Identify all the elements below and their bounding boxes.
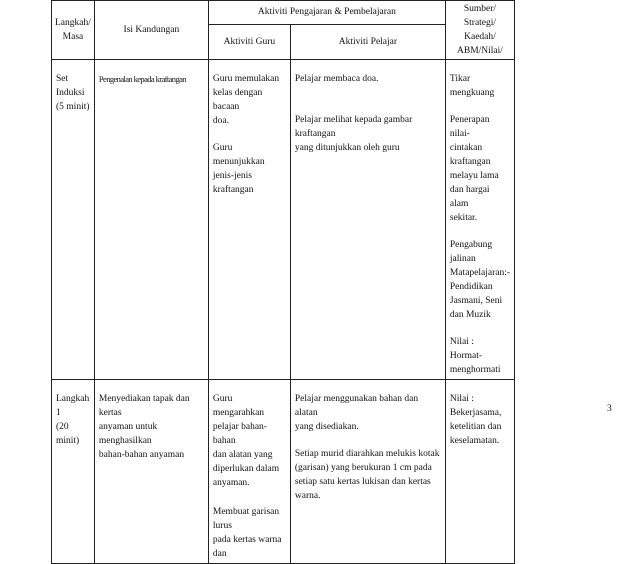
page-number: 3 — [607, 404, 612, 414]
guru-text-1: Guru mengarahkan pelajar bahan-bahan dan alatan yang diperlukan dalam anyaman. — [212, 394, 280, 488]
pelajar-text-1: Pelajar menggunakan bahan dan alatan yang disediakan. — [294, 394, 419, 432]
header-guru: Aktiviti Guru — [208, 24, 290, 59]
cell-sumber — [445, 380, 514, 564]
cell-guru — [208, 60, 290, 380]
cell-sumber — [445, 60, 514, 380]
header-sumber: Sumber/ Strategi/ Kaedah/ ABM/Nilai/ — [445, 1, 514, 60]
cell-isi: Menyediakan tapak dan kertas anyaman untuk menghasilkan bahan-bahan anyaman — [94, 380, 208, 564]
sumber-text-4: Nilai : Hormat- menghormati — [449, 337, 501, 375]
guru-text-2: Membuat garisan lurus pada kertas warna dan — [212, 507, 282, 559]
table-row — [52, 380, 515, 564]
sumber-text-3: Pengabung jalinan Matapelajaran:- Pendidikan Jasmani, Seni dan Muzik — [449, 240, 511, 320]
cell-langkah: Langkah 1 (20 minit) — [52, 380, 95, 564]
pelajar-text-1: Pelajar membaca doa. — [294, 74, 379, 84]
sumber-text-1: Nilai : Bekerjasama, ketelitian dan keselamatan. — [449, 394, 502, 446]
cell-isi: Pengenalan kepada kraftangan — [94, 60, 208, 380]
header-row-1 — [52, 1, 515, 25]
pelajar-text-2: Pelajar melihat kepada gambar kraftangan yang ditunjukkan oleh guru — [294, 115, 413, 153]
header-isi: Isi Kandungan — [94, 1, 208, 60]
guru-text-1: Guru memulakan kelas dengan bacaan doa. — [212, 74, 280, 126]
cell-pelajar — [290, 380, 445, 564]
guru-text-2: Guru menunjukkan jenis-jenis kraftangan — [212, 143, 265, 195]
pelajar-text-2: Setiap murid diarahkan melukis kotak (garisan) yang berukuran 1 cm pada setiap satu kertas lukisan dan kertas warna. — [294, 449, 440, 501]
sumber-text-1: Tikar mengkuang — [449, 74, 495, 98]
lesson-plan-table — [51, 0, 515, 564]
cell-guru — [208, 380, 290, 564]
cell-langkah: Set Induksi (5 minit) — [52, 60, 95, 380]
header-langkah: Langkah/ Masa — [52, 1, 95, 60]
cell-pelajar — [290, 60, 445, 380]
header-pelajar: Aktiviti Pelajar — [290, 24, 445, 59]
table-row — [52, 60, 515, 380]
header-aktiviti: Aktiviti Pengajaran & Pembelajaran — [208, 1, 445, 25]
sumber-text-2: Penerapan nilai- cintakan kraftangan melayu lama dan hargai alam sekitar. — [449, 115, 499, 223]
